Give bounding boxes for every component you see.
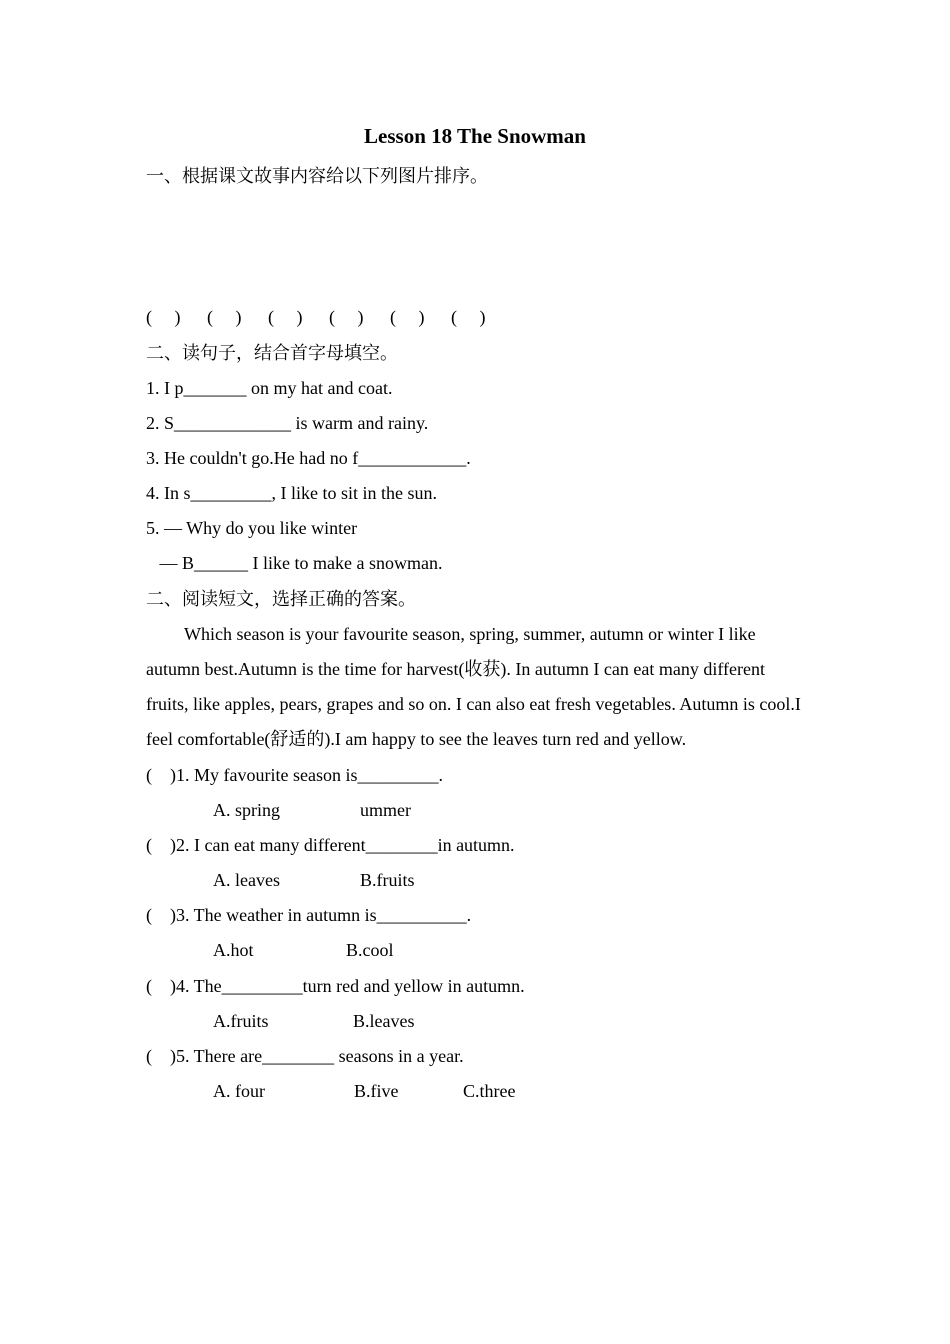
answer-option: A.hot (213, 940, 254, 960)
answer-option: ummer (360, 800, 411, 820)
page-title: Lesson 18 The Snowman (364, 124, 586, 148)
fill-item: 3. He couldn't go.He had no f____________. (146, 448, 471, 468)
fill-item: — B______ I like to make a snowman. (146, 553, 443, 573)
answer-option: C.three (463, 1081, 516, 1101)
section3-heading: 二、阅读短文，选择正确的答案。 (146, 589, 416, 609)
section1-heading: 一、根据课文故事内容给以下列图片排序。 (146, 166, 488, 186)
answer-option: B.five (354, 1081, 399, 1101)
order-bracket: ( ) (451, 307, 486, 327)
answer-option: A. spring (213, 800, 280, 820)
answer-option: B.cool (346, 940, 394, 960)
fill-item: 4. In s_________, I like to sit in the sun. (146, 483, 437, 503)
order-bracket: ( ) (329, 307, 364, 327)
reading-passage: Which season is your favourite season, spring, summer, autumn or winter I like autumn best.Autumn is the time for harvest(收获). In autumn I can eat many different fruits, like apples, pears, grapes and so on. I can also eat fresh vegetables. Autumn is cool.I feel comfortable(舒适的).I am happy to see the leaves turn red and yellow. (146, 624, 801, 749)
order-bracket: ( ) (268, 307, 303, 327)
question: ( )1. My favourite season is_________. (146, 765, 443, 785)
answer-option: B.leaves (353, 1011, 415, 1031)
answer-option: B.fruits (360, 870, 415, 890)
fill-item: 1. I p_______ on my hat and coat. (146, 378, 393, 398)
answer-option: A. four (213, 1081, 265, 1101)
question: ( )3. The weather in autumn is__________. (146, 905, 472, 925)
question: ( )5. There are________ seasons in a year. (146, 1046, 464, 1066)
order-bracket: ( ) (207, 307, 242, 327)
question: ( )4. The_________turn red and yellow in autumn. (146, 976, 525, 996)
section2-heading: 二、读句子，结合首字母填空。 (146, 343, 398, 363)
question: ( )2. I can eat many different________in autumn. (146, 835, 515, 855)
order-bracket: ( ) (146, 307, 181, 327)
order-bracket: ( ) (390, 307, 425, 327)
fill-item: 2. S_____________ is warm and rainy. (146, 413, 429, 433)
answer-option: A.fruits (213, 1011, 269, 1031)
answer-option: A. leaves (213, 870, 280, 890)
ordering-brackets (146, 307, 512, 328)
fill-item: 5. — Why do you like winter (146, 518, 358, 538)
